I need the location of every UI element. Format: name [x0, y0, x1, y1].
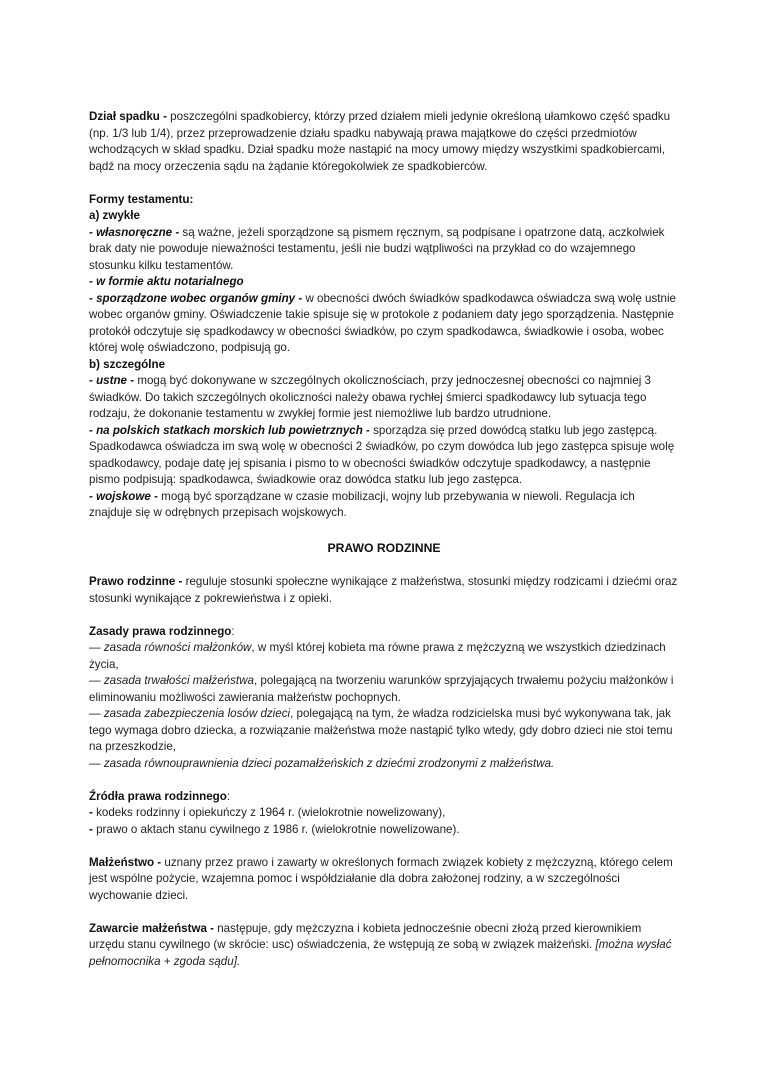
paragraph-wlasnoreczne: - własnoręczne - są ważne, jeżeli sporządzone są pismem ręcznym, są podpisane i opatrzone datą, aczkolwiek brak daty nie powoduje nieważności testamentu, jeśli nie budzi wątpliwości na przykład co do wzajemnego stosunku kilku testamentów.	[89, 225, 665, 272]
zasada-item: — zasada zabezpieczenia losów dzieci, polegającą na tym, że władza rodzicielska musi być wykonywana tak, jak tego wymaga dobro dziecka, a rozwiązanie małżeństwa może nastąpić tylko wtedy, gdy dobro dzieci nie stoi temu na przeszkodzie,	[89, 707, 673, 753]
paragraph-organy-gminy: - sporządzone wobec organów gminy - w obecności dwóch świadków spadkodawca oświadcza swą wolę ustnie wobec organów gminy. Oświadczenie takie spisuje się w protokole z podaniem daty jego sporządzenia. Następnie protokół odczytuje się spadkodawcy w obecności świadków, po czym spadkodawca, świadkowie i osoba, wobec której wolę oświadczono, podpisują go.	[89, 291, 676, 354]
term-organy-gminy: - sporządzone wobec organów gminy -	[89, 291, 303, 305]
paragraph-malzenstwo: Małżeństwo - uznany przez prawo i zawarty w określonych formach związek kobiety z mężczyzną, którego celem jest wspólne pożycie, wzajemna pomoc i współdziałanie dla dobra założonej rodziny, a w szczególności wychowanie dzieci.	[89, 855, 673, 902]
paragraph-zawarcie: Zawarcie małżeństwa - następuje, gdy mężczyzna i kobieta jednocześnie obecni złożą przed kierownikiem urzędu stanu cywilnego (w skrócie: usc) oświadczenia, że wstępują ze sobą w związek małżeński. [można wysłać pełnomocnika + zgoda sądu].	[89, 921, 672, 968]
zrodlo-item: - kodeks rodzinny i opiekuńczy z 1964 r. (wielokrotnie nowelizowany),	[89, 806, 446, 819]
zasada-item: — zasada równości małżonków, w myśl której kobieta ma równe prawa z mężczyzną we wszystkich dziedzinach życia,	[89, 641, 666, 671]
term-zawarcie: Zawarcie małżeństwa -	[89, 921, 215, 935]
spacer	[89, 904, 679, 921]
paragraph-dzial-spadku	[89, 109, 679, 175]
spacer	[89, 556, 679, 574]
heading-zrodla: Źródła prawa rodzinnego:	[89, 789, 231, 803]
spacer	[89, 175, 679, 192]
text-dzial-spadku: poszczególni spadkobiercy, którzy przed działem mieli jedynie określoną ułamkowo część spadku (np. 1/3 lub 1/4), przez przeprowadzenie działu spadku nabywają prawa majątkowe do części przedmiotów wchodzących w skład spadku. Dział spadku może nastąpić na mocy umowy między wszystkimi spadkobiercami, bądź na mocy orzeczenia sądu na żądanie któregokolwiek ze spadkobierców.	[89, 110, 671, 173]
paragraph-wojskowe: - wojskowe - mogą być sporządzane w czasie mobilizacji, wojny lub przebywania w niewoli. Regulacja ich znajduje się w odrębnych przepisach wojskowych.	[89, 489, 635, 519]
paragraph-notarialny	[89, 274, 679, 291]
term-wlasnoreczne: - własnoręczne -	[89, 225, 180, 239]
term-statki: - na polskich statkach morskich lub powietrznych -	[89, 423, 370, 437]
paragraph-statki: - na polskich statkach morskich lub powietrznych - sporządza się przed dowódcą statku lub jego zastępcą. Spadkodawca oświadcza im swą wolę w obecności 2 świadków, po czym dowódca lub jego zastępca spisuje wolę spadkodawcy, podaje datę jej spisania i pismo to w obecności świadków odczytuje spadkodawcy, a następnie pismo podpisują: spadkodawca, świadkowie oraz dowódca statku lub jego zastępca.	[89, 423, 675, 486]
spacer	[89, 772, 679, 789]
heading-zasady: Zasady prawa rodzinnego:	[89, 624, 235, 638]
term-prawo-rodzinne: Prawo rodzinne -	[89, 575, 186, 588]
spacer	[89, 522, 679, 540]
term-dzial-spadku: Dział spadku -	[89, 110, 167, 123]
label-szczegolne: b) szczególne	[89, 357, 166, 371]
note-pelnomocnik: [można wysłać pełnomocnika + zgoda sądu].	[89, 938, 672, 968]
zasada-item: — zasada trwałości małżeństwa, polegającą na tworzeniu warunków sprzyjających trwałemu pożyciu małżonków i eliminowaniu możliwości zawierania małżeństw pochopnych.	[89, 674, 674, 704]
paragraph-prawo-rodzinne: Prawo rodzinne - reguluje stosunki społeczne wynikające z małżeństwa, stosunki między rodzicami i dziećmi oraz stosunki wynikające z pokrewieństwa i z opieki.	[89, 575, 678, 605]
section-title: PRAWO RODZINNE	[327, 540, 441, 555]
zasada-item: — zasada równouprawnienia dzieci pozamałżeńskich z dziećmi zrodzonymi z małżeństwa.	[89, 756, 555, 770]
zrodlo-item: - prawo o aktach stanu cywilnego z 1986 r. (wielokrotnie nowelizowane).	[89, 822, 460, 836]
term-malzenstwo: Małżeństwo -	[89, 855, 162, 869]
label-zwykle: a) zwykłe	[89, 209, 140, 222]
spacer	[89, 838, 679, 855]
document-page	[89, 109, 679, 970]
spacer	[89, 607, 679, 624]
heading-formy-testamentu: Formy testamentu:	[89, 192, 194, 206]
term-ustne: - ustne -	[89, 374, 135, 387]
term-wojskowe: - wojskowe -	[89, 489, 158, 503]
term-notarialny: - w formie aktu notarialnego	[89, 275, 244, 288]
paragraph-ustne: - ustne - mogą być dokonywane w szczególnych okolicznościach, przy jednoczesnej obecności co najmniej 3 świadków. Do takich szczególnych okoliczności należy obawa rychłej śmierci spadkodawcy lub sytuacja tego rodzaju, że dokonanie testamentu w zwykłej formie jest niemożliwe lub bardzo utrudnione.	[89, 374, 651, 420]
